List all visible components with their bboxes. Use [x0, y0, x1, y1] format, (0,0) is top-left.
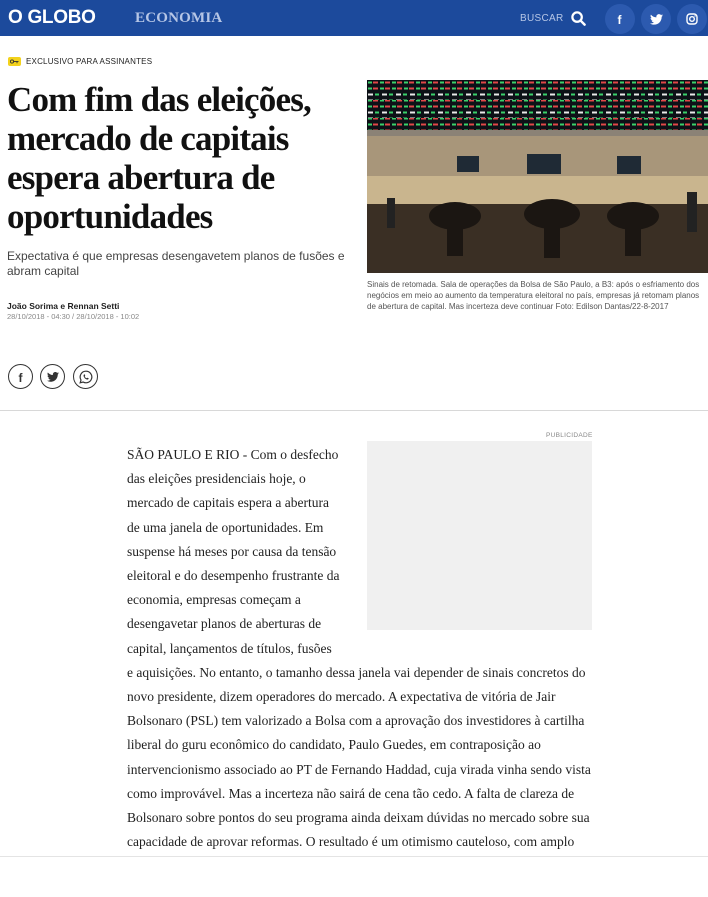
- ad-float-spacer: [341, 443, 593, 655]
- article-subtitle: Expectativa é que empresas desengavetem planos de fusões e abram capital: [7, 249, 345, 278]
- article-body: [127, 443, 593, 854]
- whatsapp-share-icon[interactable]: [73, 364, 98, 389]
- exclusive-subscriber-label: [8, 57, 152, 66]
- article-authors[interactable]: João Sorima e Rennan Setti: [7, 301, 120, 311]
- section-name[interactable]: ECONOMIA: [135, 10, 223, 26]
- exclusive-label-text: EXCLUSIVO PARA ASSINANTES: [26, 57, 153, 66]
- article-dates: 28/10/2018 - 04:30 / 28/10/2018 - 10:02: [7, 312, 140, 321]
- bottom-divider: [0, 856, 708, 857]
- photo-caption: Sinais de retomada. Sala de operações da Bolsa de São Paulo, a B3: após o esfriamento dos negócios em meio ao aumento da temperatura eleitoral no país, empresas já retomam planos de abertura de capital. Mas incerteza deve continuar Foto: Edilson Dantas/22-8-2017: [367, 280, 700, 311]
- article-headline: Com fim das eleições, mercado de capitais espera abertura de oportunidades: [7, 80, 311, 236]
- ad-label: PUBLICIDADE: [546, 432, 593, 439]
- svg-text:f: f: [617, 13, 622, 25]
- stock-exchange-photo-illustration: [367, 80, 708, 273]
- section-divider: [0, 410, 708, 411]
- search-icon: [571, 11, 586, 26]
- twitter-share-icon[interactable]: [40, 364, 65, 389]
- search-button[interactable]: [520, 11, 586, 26]
- svg-text:f: f: [18, 370, 22, 383]
- top-navigation-bar: [0, 0, 708, 36]
- twitter-icon[interactable]: [641, 4, 671, 34]
- article-photo[interactable]: [367, 80, 708, 273]
- facebook-share-icon[interactable]: [8, 364, 33, 389]
- key-icon: [8, 57, 21, 66]
- instagram-icon[interactable]: [677, 4, 707, 34]
- search-label: BUSCAR: [520, 13, 564, 24]
- site-logo[interactable]: O GLOBO: [8, 7, 96, 28]
- facebook-icon[interactable]: [605, 4, 635, 34]
- article-body-text: SÃO PAULO E RIO - Com o desfecho das eleições presidenciais hoje, o mercado de capitais espera a abertura de uma janela de oportunidades. Em suspense há meses por causa da tensão eleitoral e do desempenho frustrante da economia, empresas começam a desengavetar planos de aberturas de capital, lançamentos de títulos, fusões e aquisições. No entanto, o tamanho dessa janela vai depender de sinais concretos do novo presidente, dizem operadores do mercado. A expectativa de vitória de Jair Bolsonaro (PSL) tem valorizado a Bolsa com a aprovação dos investidores à cartilha liberal do guru econômico do candidato, Paulo Guedes, em contraposição ao intervencionismo associado ao PT de Fernando Haddad, cuja virada vinha sendo vista como improvável. Mas a incerteza não sairá de cena tão cedo. A falta de clareza de Bolsonaro sobre pontos do seu programa ainda deixam dúvidas no mercado sobre sua capacidade de aprovar reformas. O resultado é um otimismo cauteloso, com amplo: [127, 447, 591, 850]
